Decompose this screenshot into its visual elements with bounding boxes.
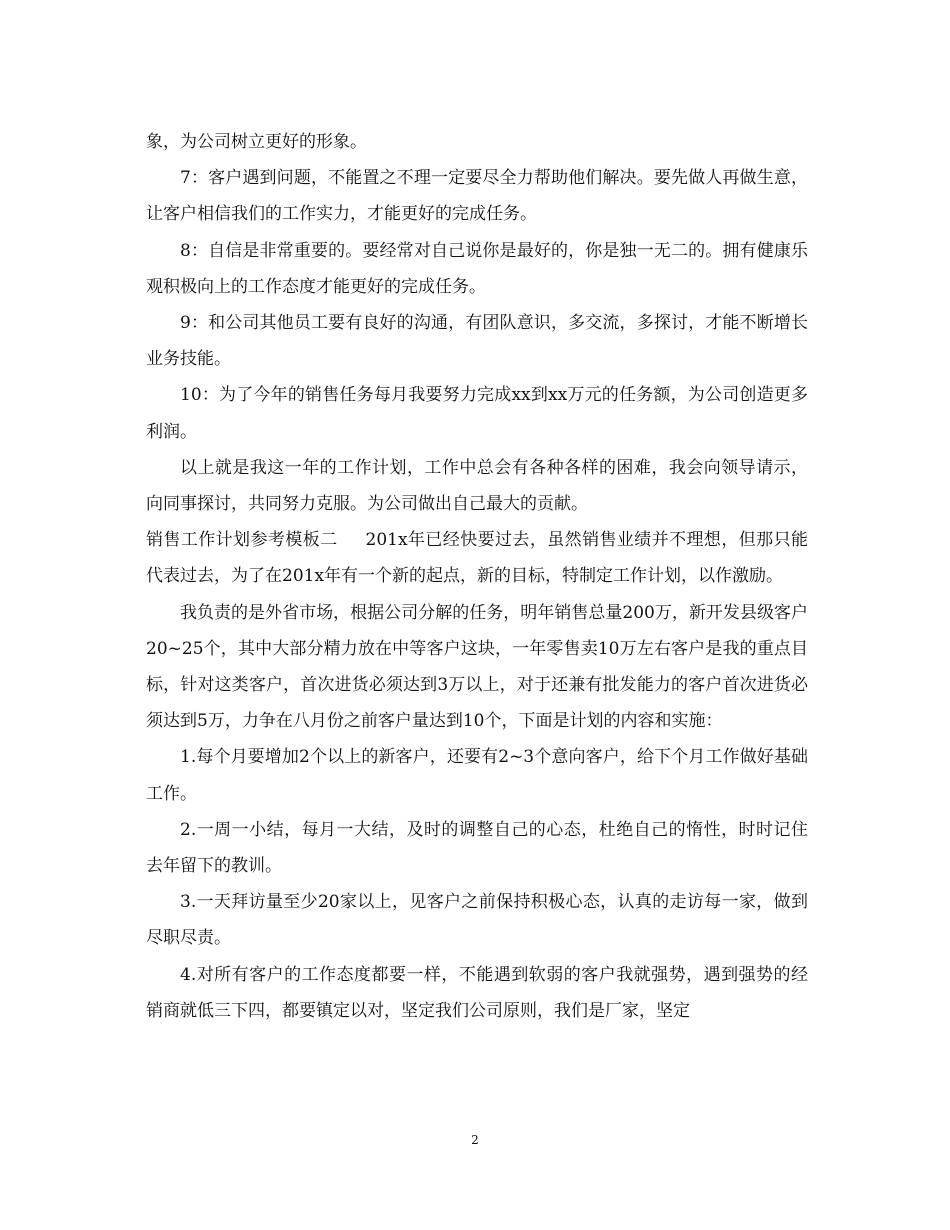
paragraph: 我负责的是外省市场，根据公司分解的任务，明年销售总量200万，新开发县级客户20~25个，其中大部分精力放在中等客户这块，一年零售卖10万左右客户是我的重点目标，针对这类客户，首次进货必须达到3万以上，对于还兼有批发能力的客户首次进货必须达到5万，力争在八月份之前客户量达到10个，下面是计划的内容和实施： [146, 602, 808, 732]
section-2-paragraph [146, 522, 808, 594]
list-item: 3.一天拜访量至少20家以上，见客户之前保持积极心态，认真的走访每一家，做到尽职尽责。 [146, 892, 808, 949]
section-2-intro: 201x年已经快要过去，虽然销售业绩并不理想，但那只能代表过去，为了在201x年有一个新的起点，新的目标，特制定工作计划，以作激励。 [146, 530, 808, 587]
paragraph: 9：和公司其他员工要有良好的沟通，有团队意识，多交流，多探讨，才能不断增长业务技能。 [146, 313, 808, 370]
page-number: 2 [471, 1133, 479, 1147]
list-item: 4.对所有客户的工作态度都要一样，不能遇到软弱的客户我就强势，遇到强势的经销商就低三下四，都要镇定以对，坚定我们公司原则，我们是厂家，坚定 [146, 964, 808, 1021]
paragraph: 10：为了今年的销售任务每月我要努力完成xx到xx万元的任务额，为公司创造更多利润。 [146, 385, 808, 442]
list-item: 2.一周一小结，每月一大结，及时的调整自己的心态，杜绝自己的惰性，时时记住去年留下的教训。 [146, 819, 808, 877]
paragraph: 以上就是我这一年的工作计划，工作中总会有各种各样的困难，我会向领导请示，向同事探讨，共同努力克服。为公司做出自己最大的贡献。 [146, 457, 808, 515]
paragraph: 象，为公司树立更好的形象。 [146, 132, 367, 152]
paragraph: 8：自信是非常重要的。要经常对自己说你是最好的，你是独一无二的。拥有健康乐观积极向上的工作态度才能更好的完成任务。 [146, 240, 808, 297]
list-item: 1.每个月要增加2个以上的新客户，还要有2~3个意向客户，给下个月工作做好基础工作。 [146, 747, 808, 804]
section-2-heading: 销售工作计划参考模板二 [146, 530, 338, 551]
document-body [146, 124, 808, 1029]
paragraph: 7：客户遇到问题，不能置之不理一定要尽全力帮助他们解决。要先做人再做生意，让客户相信我们的工作实力，才能更好的完成任务。 [146, 168, 808, 225]
